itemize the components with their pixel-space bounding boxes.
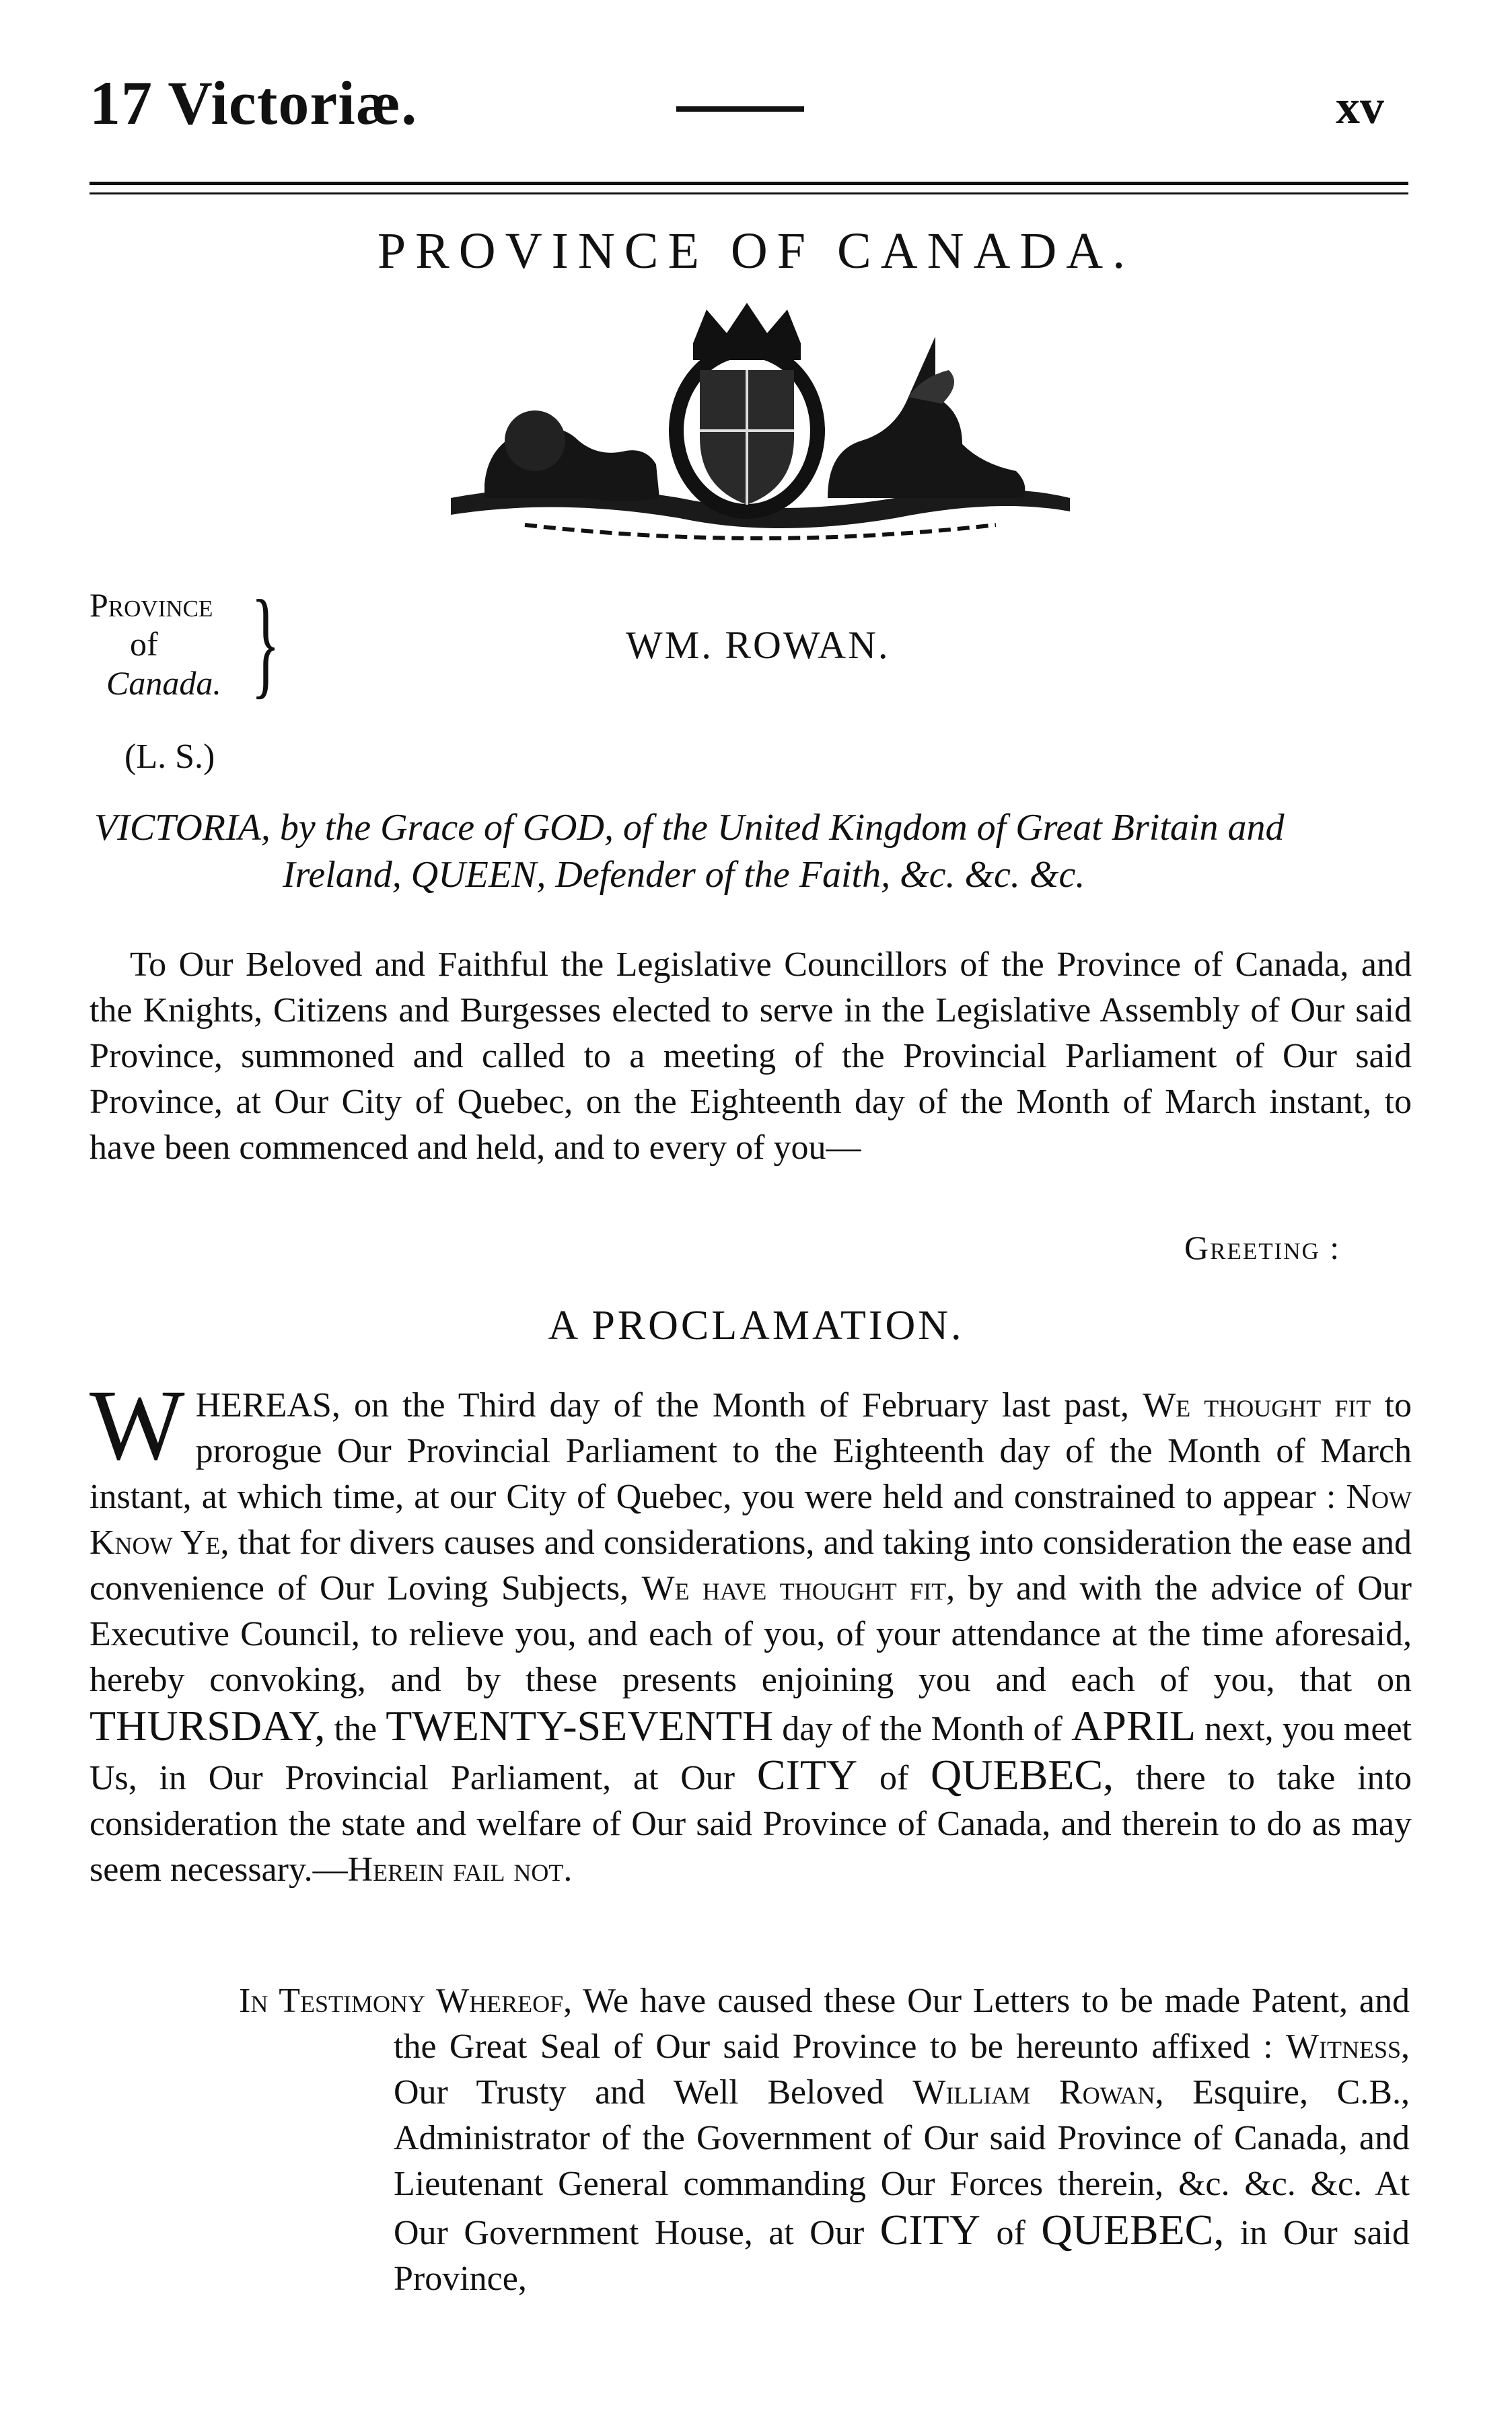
proclamation-heading: A PROCLAMATION. (548, 1303, 964, 1349)
header-rule-thin (89, 192, 1408, 194)
testimony-witness: Witness, (1285, 2027, 1410, 2066)
testimony-text-5: in Our said Province, (394, 2214, 1410, 2298)
royal-coat-of-arms-image (424, 296, 1097, 559)
signature-name: WM. ROWAN. (626, 623, 890, 667)
whereas-date-weekday: THURSDAY, (89, 1702, 326, 1750)
testimony-quebec: QUEBEC, (1041, 2206, 1225, 2254)
whereas-text-2: to prorogue Our Provincial Parliament to the Eighteenth day of the Month of March instant, at which time, at our City of Quebec, you were held and constrained to appear : (89, 1386, 1412, 1516)
testimony-name: William Rowan, (912, 2073, 1164, 2112)
header-rule (89, 182, 1408, 185)
testimony-city: CITY (879, 2206, 980, 2254)
whereas-text-6: day of the Month of (773, 1710, 1071, 1748)
whereas-smallcaps-2: Now Know Ye (89, 1478, 1412, 1562)
testimony-paragraph (239, 1978, 1410, 2302)
locus-sigilli-mark: (L. S.) (124, 738, 215, 776)
whereas-quebec: QUEBEC, (931, 1751, 1114, 1799)
seal-brace: } (251, 575, 281, 709)
royal-style-line-1: VICTORIA, by the Grace of GOD, of the United Kingdom of Great Britain and (94, 807, 1285, 849)
royal-style-heading (94, 804, 1413, 898)
whereas-text-7: next, you meet Us, in Our Provincial Parliament, at Our (89, 1710, 1412, 1797)
seal-of-label: of (130, 625, 158, 663)
whereas-text-4: , by and with the advice of Our Executive Council, to relieve you, and each of you, of your attendance at the time aforesaid, hereby convoking, and by these presents enjoining you and each of you, that on (89, 1569, 1412, 1699)
seal-province-label: Province (89, 586, 213, 624)
address-paragraph: To Our Beloved and Faithful the Legislative Councillors of the Province of Canada, and the Knights, Citizens and Burgesses elected to serve in the Legislative Assembly of Our said Province, summoned and called to a meeting of the Provincial Parliament of Our said Province, at Our City of Quebec, on the Eighteenth day of the Month of March instant, to have been commenced and held, and to every of you— (89, 945, 1412, 1167)
whereas-herein-fail-not: Herein fail not. (347, 1850, 573, 1889)
testimony-smallcaps-1: In Testimony Whereof, (239, 1982, 573, 2020)
seal-province-block (89, 575, 312, 720)
testimony-text-2: Our Trusty and Well Beloved (394, 2073, 913, 2112)
testimony-text-4: of (980, 2214, 1042, 2252)
whereas-text-9: there to take into consideration the state and welfare of Our said Province of Canada, and therein to do as may seem necessary.— (89, 1759, 1412, 1889)
drop-cap: W (89, 1369, 185, 1481)
whereas-text-5: the (325, 1710, 386, 1748)
whereas-city: CITY (756, 1751, 858, 1799)
whereas-paragraph (89, 1369, 1412, 1893)
running-head-regnal-year: 17 Victoriæ. (89, 69, 418, 137)
whereas-date-day: TWENTY-SEVENTH (386, 1702, 774, 1750)
page-number: xv (1336, 80, 1384, 134)
whereas-smallcaps-1: We thought fit (1143, 1386, 1371, 1425)
royal-style-line-2: Ireland, QUEEN, Defender of the Faith, &c. &c. &c. (283, 854, 1085, 896)
whereas-text-8: of (857, 1759, 931, 1797)
testimony-text-3: Esquire, C.B., Administrator of the Government of Our said Province of Canada, and Lieutenant General commanding Our Forces therein, &c. &c. &c. At Our Government House, at Our (394, 2073, 1410, 2252)
whereas-text-1: HEREAS, on the Third day of the Month of February last past, (195, 1386, 1143, 1425)
greeting: Greeting : (1184, 1229, 1341, 1266)
whereas-date-month: APRIL (1071, 1702, 1196, 1750)
page-title: PROVINCE OF CANADA. (377, 223, 1135, 279)
seal-canada-label: Canada. (106, 664, 221, 702)
running-head-dash (676, 106, 804, 112)
whereas-smallcaps-3: We have thought fit (641, 1569, 947, 1608)
testimony-text-1: We have caused these Our Letters to be made Patent, and the Great Seal of Our said Province to be hereunto affixed : (394, 1982, 1410, 2066)
whereas-text-3: , that for divers causes and considerations, and taking into consideration the ease and convenience of Our Loving Subjects, (89, 1523, 1412, 1608)
